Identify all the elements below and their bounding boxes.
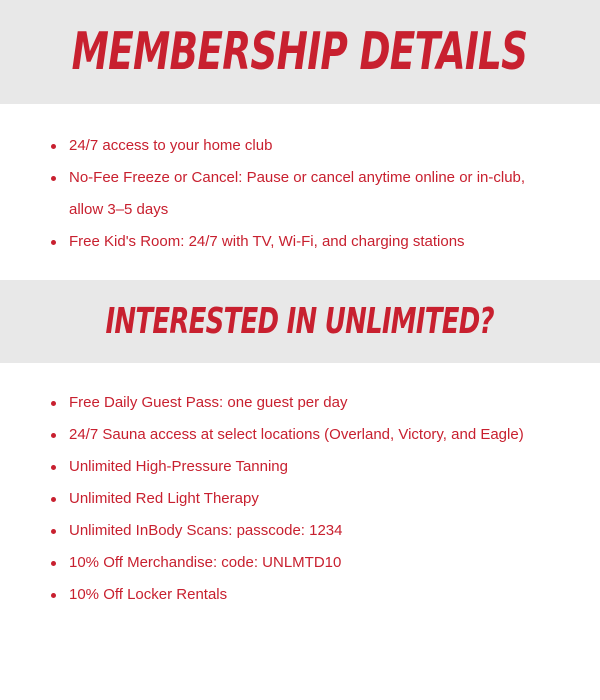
bullet-icon	[51, 465, 56, 470]
list-item-text: No-Fee Freeze or Cancel: Pause or cancel anytime online or in-club, allow 3–5 days	[69, 169, 526, 218]
unlimited-title: INTERESTED IN UNLIMITED?	[105, 300, 495, 342]
list-item	[51, 226, 561, 258]
bullet-icon	[51, 433, 56, 438]
list-item-text: Free Kid's Room: 24/7 with TV, Wi-Fi, and charging stations	[69, 233, 465, 250]
list-item	[51, 162, 561, 226]
bullet-icon	[51, 561, 56, 566]
list-item	[51, 483, 561, 515]
bullet-icon	[51, 529, 56, 534]
list-item	[51, 515, 561, 547]
list-item	[51, 579, 561, 611]
bullet-icon	[51, 401, 56, 406]
list-item-text: 10% Off Merchandise: code: UNLMTD10	[69, 554, 342, 571]
unlimited-list	[0, 363, 561, 611]
list-item	[51, 547, 561, 579]
membership-header	[0, 0, 600, 104]
bullet-icon	[51, 497, 56, 502]
list-item	[51, 387, 561, 419]
bullet-icon	[51, 240, 56, 245]
membership-list	[0, 104, 561, 258]
list-item-text: 24/7 access to your home club	[69, 137, 273, 154]
list-item-text: Unlimited InBody Scans: passcode: 1234	[69, 522, 343, 539]
list-item	[51, 419, 561, 451]
membership-section	[0, 104, 600, 280]
list-item	[51, 130, 561, 162]
list-item-text: Unlimited High-Pressure Tanning	[69, 458, 288, 475]
unlimited-header	[0, 280, 600, 363]
list-item-text: Free Daily Guest Pass: one guest per day	[69, 394, 348, 411]
bullet-icon	[51, 176, 56, 181]
unlimited-section	[0, 363, 600, 611]
bullet-icon	[51, 593, 56, 598]
list-item-text: 10% Off Locker Rentals	[69, 586, 228, 603]
list-item	[51, 451, 561, 483]
membership-title: MEMBERSHIP DETAILS	[72, 22, 528, 82]
bullet-icon	[51, 144, 56, 149]
list-item-text: Unlimited Red Light Therapy	[69, 490, 259, 507]
list-item-text: 24/7 Sauna access at select locations (Overland, Victory, and Eagle)	[69, 426, 524, 443]
